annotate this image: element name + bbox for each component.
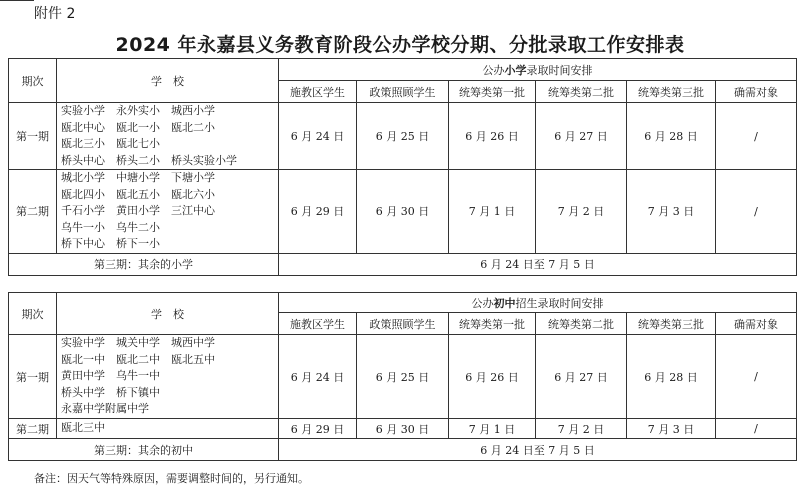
date-cell: 7 月 1 日 xyxy=(449,419,536,439)
table-row xyxy=(9,439,797,461)
header-batch-1: 统筹类第一批 xyxy=(449,313,536,335)
top-rule xyxy=(0,0,34,1)
header-needed: 确需对象 xyxy=(716,313,797,335)
header-batch-2: 统筹类第二批 xyxy=(536,313,627,335)
date-cell: / xyxy=(716,419,797,439)
date-cell: 6 月 25 日 xyxy=(357,103,449,170)
date-cell: 6 月 27 日 xyxy=(536,103,627,170)
header-policy-students: 政策照顾学生 xyxy=(357,81,449,103)
third-period-label: 第三期：其余的初中 xyxy=(9,439,279,461)
date-cell: 6 月 30 日 xyxy=(357,419,449,439)
date-cell: 6 月 28 日 xyxy=(627,335,716,419)
primary-school-table xyxy=(8,58,797,276)
header-batch-2: 统筹类第二批 xyxy=(536,81,627,103)
header-needed: 确需对象 xyxy=(716,81,797,103)
period-cell: 第一期 xyxy=(9,335,57,419)
date-cell: / xyxy=(716,103,797,170)
header-policy-students: 政策照顾学生 xyxy=(357,313,449,335)
middle-school-table xyxy=(8,292,797,461)
date-cell: 6 月 26 日 xyxy=(449,103,536,170)
header-schools: 学 校 xyxy=(57,293,279,335)
header-local-students: 施教区学生 xyxy=(279,81,357,103)
page-title: 2024 年永嘉县义务教育阶段公办学校分期、分批录取工作安排表 xyxy=(115,34,685,56)
date-cell: / xyxy=(716,335,797,419)
school-list: 瓯北三中 xyxy=(57,419,279,439)
school-list: 实验小学 永外实小 城西小学 瓯北中心 瓯北一小 瓯北二小 瓯北三小 瓯北七小 桥头中心 桥头二小 桥头实验小学 xyxy=(57,103,279,170)
date-cell: / xyxy=(716,170,797,254)
date-cell: 6 月 24 日 xyxy=(279,335,357,419)
attachment-label: 附件 2 xyxy=(34,6,76,22)
table-row xyxy=(9,103,797,170)
school-list: 实验中学 城关中学 城西中学 瓯北一中 瓯北二中 瓯北五中 黄田中学 乌牛一中 桥头中学 桥下镇中 永嘉中学附属中学 xyxy=(57,335,279,419)
header-batch-3: 统筹类第三批 xyxy=(627,313,716,335)
date-cell: 7 月 2 日 xyxy=(536,419,627,439)
date-cell: 7 月 2 日 xyxy=(536,170,627,254)
table-row xyxy=(9,419,797,439)
header-period: 期次 xyxy=(9,293,57,335)
period-cell: 第二期 xyxy=(9,419,57,439)
header-batch-1: 统筹类第一批 xyxy=(449,81,536,103)
period-cell: 第一期 xyxy=(9,103,57,170)
school-list: 城北小学 中塘小学 下塘小学 瓯北四小 瓯北五小 瓯北六小 千石小学 黄田小学 三江中心 乌牛一小 乌牛二小 桥下中心 桥下一小 xyxy=(57,170,279,254)
header-period: 期次 xyxy=(9,59,57,103)
date-cell: 7 月 1 日 xyxy=(449,170,536,254)
primary-schedule-header: 公办小学录取时间安排 xyxy=(279,59,797,81)
date-cell: 6 月 25 日 xyxy=(357,335,449,419)
date-cell: 6 月 28 日 xyxy=(627,103,716,170)
table-row xyxy=(9,170,797,254)
footnote: 备注：因天气等特殊原因，需要调整时间的，另行通知。 xyxy=(34,472,309,485)
table-row xyxy=(9,335,797,419)
date-cell: 7 月 3 日 xyxy=(627,170,716,254)
date-cell: 6 月 26 日 xyxy=(449,335,536,419)
date-cell: 6 月 27 日 xyxy=(536,335,627,419)
date-cell: 6 月 29 日 xyxy=(279,419,357,439)
header-batch-3: 统筹类第三批 xyxy=(627,81,716,103)
third-period-label: 第三期：其余的小学 xyxy=(9,253,279,275)
header-schools: 学 校 xyxy=(57,59,279,103)
period-cell: 第二期 xyxy=(9,170,57,254)
third-period-dates: 6 月 24 日至 7 月 5 日 xyxy=(279,253,797,275)
middle-schedule-header: 公办初中招生录取时间安排 xyxy=(279,293,797,313)
date-cell: 6 月 29 日 xyxy=(279,170,357,254)
date-cell: 6 月 24 日 xyxy=(279,103,357,170)
date-cell: 6 月 30 日 xyxy=(357,170,449,254)
header-local-students: 施教区学生 xyxy=(279,313,357,335)
third-period-dates: 6 月 24 日至 7 月 5 日 xyxy=(279,439,797,461)
table-row xyxy=(9,253,797,275)
date-cell: 7 月 3 日 xyxy=(627,419,716,439)
